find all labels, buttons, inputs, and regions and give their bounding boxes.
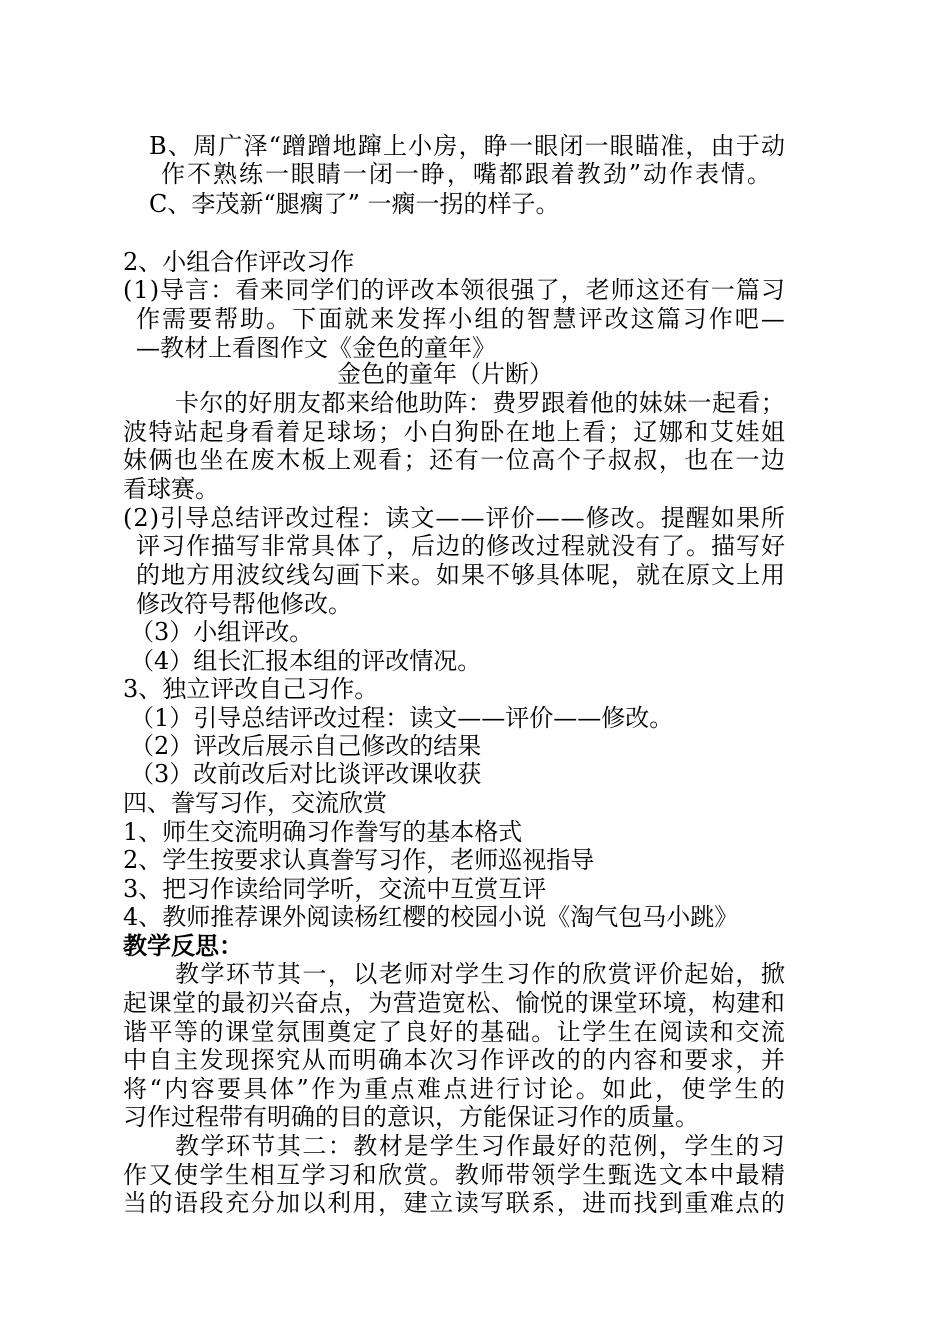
- text-line: 1、师生交流明确习作誊写的基本格式: [123, 818, 523, 846]
- reflection-heading: 教学反思：: [123, 932, 243, 960]
- text-line: 波 特 站 起 身 看 着 足 球 场 ； 小 白 狗 卧 在 地 上 看 ； 辽 娜 和 艾 娃 姐: [123, 418, 785, 446]
- text-line: 起 课 堂 的 最 初 兴 奋 点 ， 为 营 造 宽 松 、 愉 悦 的 课 堂 环 境 ， 构 建 和: [123, 989, 785, 1017]
- text-line: 教 学 环 节 其 二 ： 教 材 是 学 生 习 作 最 好 的 范 例 ， 学 生 的 习: [175, 1132, 785, 1160]
- text-line: 作 不 熟 练 一 眼 睛 一 闭 一 睁 ， 嘴 都 跟 着 教 劲 ” 动 作 表 情 。: [161, 160, 771, 188]
- text-line: 教 学 环 节 其 一 ， 以 老 师 对 学 生 习 作 的 欣 赏 评 价 起 始 ， 掀: [175, 960, 785, 988]
- text-line: 卡 尔 的 好 朋 友 都 来 给 他 助 阵 ： 费 罗 跟 着 他 的 妹 妹 一 起 看 ；: [175, 389, 785, 417]
- text-line: ( 1 ) 导 言 ： 看 来 同 学 们 的 评 改 本 领 很 强 了 ， 老 师 这 还 有 一 篇 习: [123, 276, 785, 304]
- section-heading: 四、誊写习作，交流欣赏: [123, 789, 387, 817]
- text-line: （3）改前改后对比谈评改课收获: [130, 760, 482, 788]
- text-line: 谐 平 等 的 课 堂 氛 围 奠 定 了 良 好 的 基 础 。 让 学 生 在 阅 读 和 交 流: [123, 1018, 785, 1046]
- text-line: 的 地 方 用 波 纹 线 勾 画 下 来 。 如 果 不 够 具 体 呢 ， 就 在 原 文 上 用: [136, 561, 785, 589]
- text-line: ( 2 ) 引 导 总 结 评 改 过 程 ： 读 文 — — 评 价 — — 修 改 。 提 醒 如 果 所: [123, 504, 785, 532]
- text-line: 将 “ 内 容 要 具 体 ” 作 为 重 点 难 点 进 行 讨 论 。 如 此 ， 使 学 生 的: [123, 1075, 785, 1103]
- text-line: B 、 周 广 泽 “ 蹭 蹭 地 蹿 上 小 房 ， 睁 一 眼 闭 一 眼 瞄 准 ， 由 于 动: [149, 132, 785, 160]
- text-line: 评 习 作 描 写 非 常 具 体 了 ， 后 边 的 修 改 过 程 就 没 有 了 。 描 写 好: [136, 532, 785, 560]
- text-line: 中 自 主 发 现 探 究 从 而 明 确 本 次 习 作 评 改 的 的 内 容 和 要 求 ， 并: [123, 1046, 785, 1074]
- text-line: C、李茂新“腿瘸了” 一瘸一拐的样子。: [149, 190, 560, 218]
- text-line: —教材上看图作文《金色的童年》: [136, 334, 496, 362]
- text-line: 4、教师推荐课外阅读杨红樱的校园小说《淘气包马小跳》: [123, 903, 739, 931]
- section-heading: 3、独立评改自己习作。: [123, 675, 379, 703]
- section-heading: 2、小组合作评改习作: [123, 248, 355, 276]
- text-line: 2、学生按要求认真誊写习作，老师巡视指导: [123, 846, 595, 874]
- text-line: 妹 俩 也 坐 在 废 木 板 上 观 看 ； 还 有 一 位 高 个 子 叔 叔 ， 也 在 一 边: [123, 446, 785, 474]
- text-line: 作 需 要 帮 助 。 下 面 就 来 发 挥 小 组 的 智 慧 评 改 这 篇 习 作 吧 —: [136, 305, 785, 333]
- text-line: （1）引导总结评改过程：读文——评价——修改。: [130, 704, 674, 732]
- passage-title: 金色的童年（片断）: [337, 360, 553, 388]
- text-line: （3）小组评改。: [130, 618, 314, 646]
- text-line: 作 又 使 学 生 相 互 学 习 和 欣 赏 。 教 师 带 领 学 生 甄 选 文 本 中 最 精: [123, 1161, 785, 1189]
- text-line: 3、把习作读给同学听，交流中互赏互评: [123, 875, 547, 903]
- text-line: 当 的 语 段 充 分 加 以 利 用 ， 建 立 读 写 联 系 ， 进 而 找 到 重 难 点 的: [123, 1189, 785, 1217]
- text-line: 修改符号帮他修改。: [136, 590, 352, 618]
- text-line: （4）组长汇报本组的评改情况。: [130, 647, 482, 675]
- text-line: 看球赛。: [123, 475, 219, 503]
- text-line: 习作过程带有明确的目的意识，方能保证习作的质量。: [123, 1103, 699, 1131]
- text-line: （2）评改后展示自己修改的结果: [130, 732, 482, 760]
